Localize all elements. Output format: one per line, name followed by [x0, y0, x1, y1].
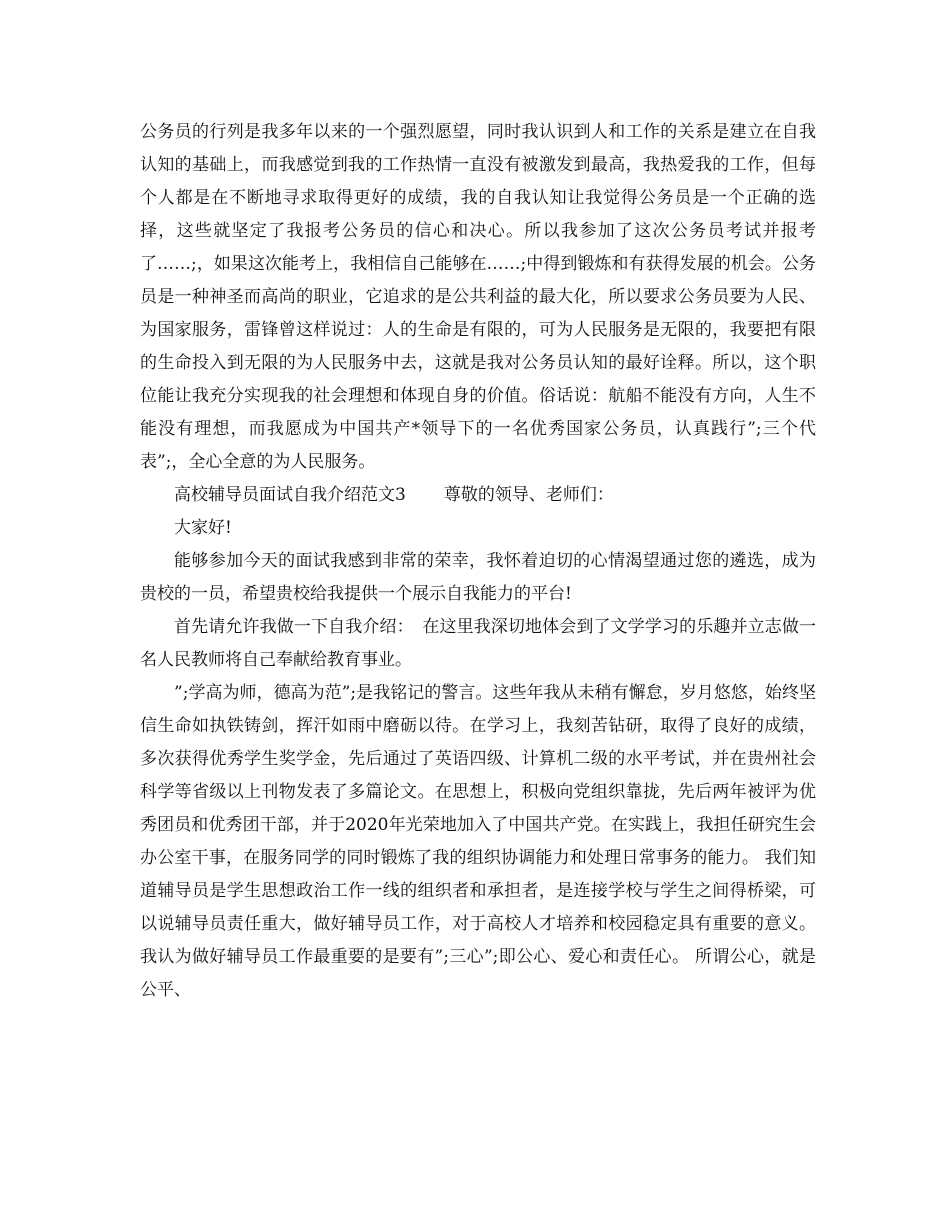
paragraph-4: 能够参加今天的面试我感到非常的荣幸，我怀着迫切的心情渴望通过您的遴选，成为贵校的一员，希望贵校给我提供一个展示自我能力的平台! [140, 551, 816, 604]
salutation: 尊敬的领导、老师们： [443, 485, 614, 505]
paragraph-2 [140, 479, 816, 512]
paragraph-1: 公务员的行列是我多年以来的一个强烈愿望，同时我认识到人和工作的关系是建立在自我认知的基础上，而我感觉到我的工作热情一直没有被激发到最高，我热爱我的工作，但每个人都是在不断地寻求取得更好的成绩，我的自我认知让我觉得公务员是一个正确的选择，这些就坚定了我报考公务员的信心和决心。所以我参加了这次公务员考试并报考了……;，如果这次能考上，我相信自己能够在……;中得到锻炼和有获得发展的机会。公务员是一种神圣而高尚的职业，它追求的是公共利益的最大化，所以要求公务员要为人民、为国家服务，雷锋曾这样说过：人的生命是有限的，可为人民服务是无限的，我要把有限的生命投入到无限的为人民服务中去，这就是我对公务员认知的最好诠释。所以，这个职位能让我充分实现我的社会理想和体现自身的价值。俗话说：航船不能没有方向，人生不能没有理想，而我愿成为中国共产*领导下的一名优秀国家公务员，认真践行”;三个代表”;，全心全意的为人民服务。 [140, 122, 816, 472]
paragraph-3: 大家好! [174, 518, 232, 538]
document-page [140, 116, 816, 1007]
paragraph-6: ”;学高为师，德高为范”;是我铭记的警言。这些年我从未稍有懈怠，岁月悠悠，始终坚信生命如执铁铸剑，挥汗如雨中磨砺以待。在学习上，我刻苦钻研，取得了良好的成绩，多次获得优秀学生奖学金，先后通过了英语四级、计算机二级的水平考试，并在贵州社会科学等省级以上刊物发表了多篇论文。在思想上，积极向党组织靠拢，先后两年被评为优秀团员和优秀团干部，并于2020年光荣地加入了中国共产党。在实践上，我担任研究生会办公室干事，在服务同学的同时锻炼了我的组织协调能力和处理日常事务的能力。 我们知道辅导员是学生思想政治工作一线的组织者和承担者，是连接学校与学生之间得桥梁，可以说辅导员责任重大，做好辅导员工作，对于高校人才培养和校园稳定具有重要的意义。我认为做好辅导员工作最重要的是要有”;三心”;即公心、爱心和责任心。 所谓公心，就是公平、 [140, 683, 816, 1000]
section-heading: 高校辅导员面试自我介绍范文3 [174, 485, 406, 505]
paragraph-5: 首先请允许我做一下自我介绍： 在这里我深切地体会到了文学学习的乐趣并立志做一名人民教师将自己奉献给教育事业。 [140, 617, 816, 670]
